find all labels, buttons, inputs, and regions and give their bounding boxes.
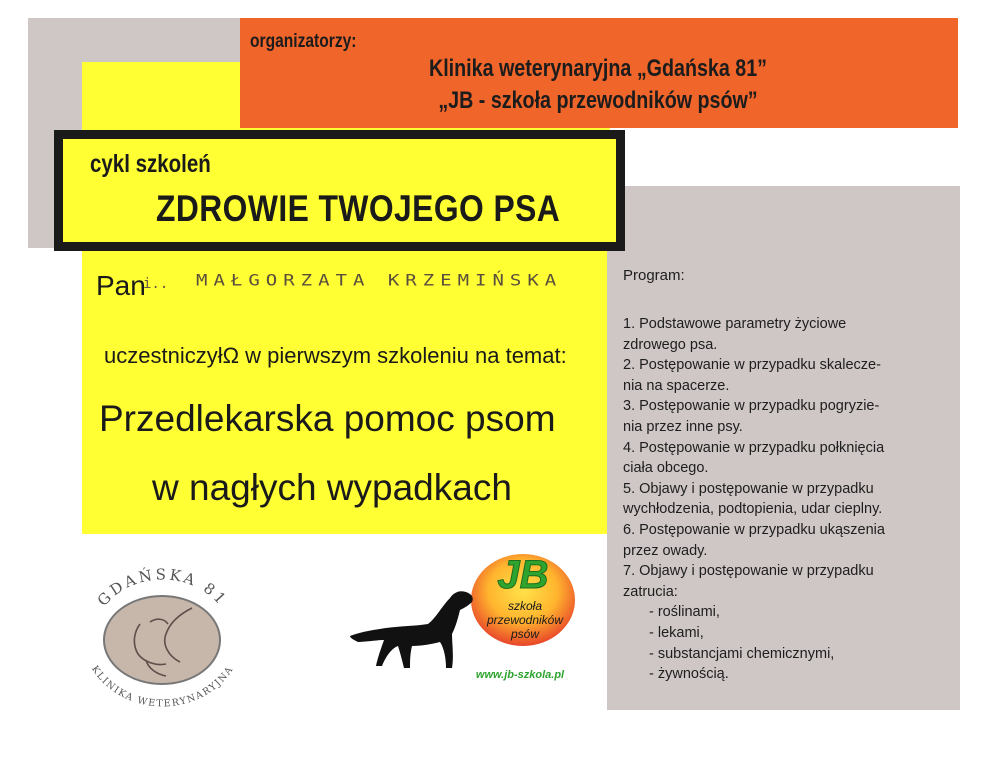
program-line: 6. Postępowanie w przypadku ukąszenia — [623, 521, 885, 538]
program-subitem: - substancjami chemicznymi, — [649, 645, 835, 662]
series-label: cykl szkoleń — [90, 150, 211, 178]
program-line: 1. Podstawowe parametry życiowe — [623, 316, 847, 332]
participant-name: MAŁGORZATA KRZEMIŃSKA — [196, 271, 563, 290]
name-prefix: Pan — [96, 270, 146, 301]
program-line: 4. Postępowanie w przypadku połknięcia — [623, 439, 885, 456]
name-prefix-handwritten-suffix: i.. — [143, 276, 169, 292]
clinic-logo-top-text: GDAŃSKA 81 — [93, 565, 232, 610]
program-line: 5. Objawy i postępowanie w przypadku — [623, 480, 874, 497]
organizers-label: organizatorzy: — [250, 31, 357, 52]
program-header: Program: — [623, 267, 685, 284]
program-subitem: - lekami, — [649, 624, 704, 641]
program-line: zatrucia: — [623, 583, 678, 600]
attended-statement: uczestniczyłΩ w pierwszym szkoleniu na temat: — [104, 343, 567, 368]
program-line: zdrowego psa. — [623, 336, 718, 353]
program-line: nia przez inne psy. — [623, 418, 743, 435]
topic-line-1: Przedlekarska pomoc psom — [99, 398, 556, 439]
jb-logo-line-3: psów — [510, 627, 540, 641]
program-line: przez owady. — [623, 542, 708, 559]
program-line: nia na spacerze. — [623, 377, 730, 394]
program-subitem: - żywnością. — [649, 666, 729, 683]
jb-logo — [340, 548, 580, 688]
program-list — [623, 314, 953, 685]
topic-line-2: w nagłych wypadkach — [152, 467, 512, 508]
program-line: 3. Postępowanie w przypadku pogryzie- — [623, 398, 880, 415]
program-line: wychłodzenia, podtopienia, udar cieplny. — [623, 501, 883, 518]
jb-logo-mark: JB — [497, 553, 549, 597]
program-line: ciała obcego. — [623, 460, 709, 477]
organizer-school: „JB - szkoła przewodników psów” — [438, 87, 758, 114]
clinic-logo-bottom-text: KLINIKA WETERYNARYJNA — [89, 663, 236, 710]
program-line: 2. Postępowanie w przypadku skalecze- — [623, 357, 881, 374]
series-title: ZDROWIE TWOJEGO PSA — [156, 188, 561, 229]
program-line: 7. Objawy i postępowanie w przypadku — [623, 563, 874, 580]
jb-logo-url: www.jb-szkola.pl — [475, 669, 565, 681]
organizer-clinic: Klinika weterynaryjna „Gdańska 81” — [429, 55, 767, 82]
jb-logo-line-2: przewodników — [486, 613, 564, 627]
clinic-logo — [70, 564, 255, 714]
program-subitem: - roślinami, — [649, 604, 720, 621]
clinic-logo-ellipse — [104, 596, 220, 684]
jb-logo-line-1: szkoła — [507, 599, 543, 613]
